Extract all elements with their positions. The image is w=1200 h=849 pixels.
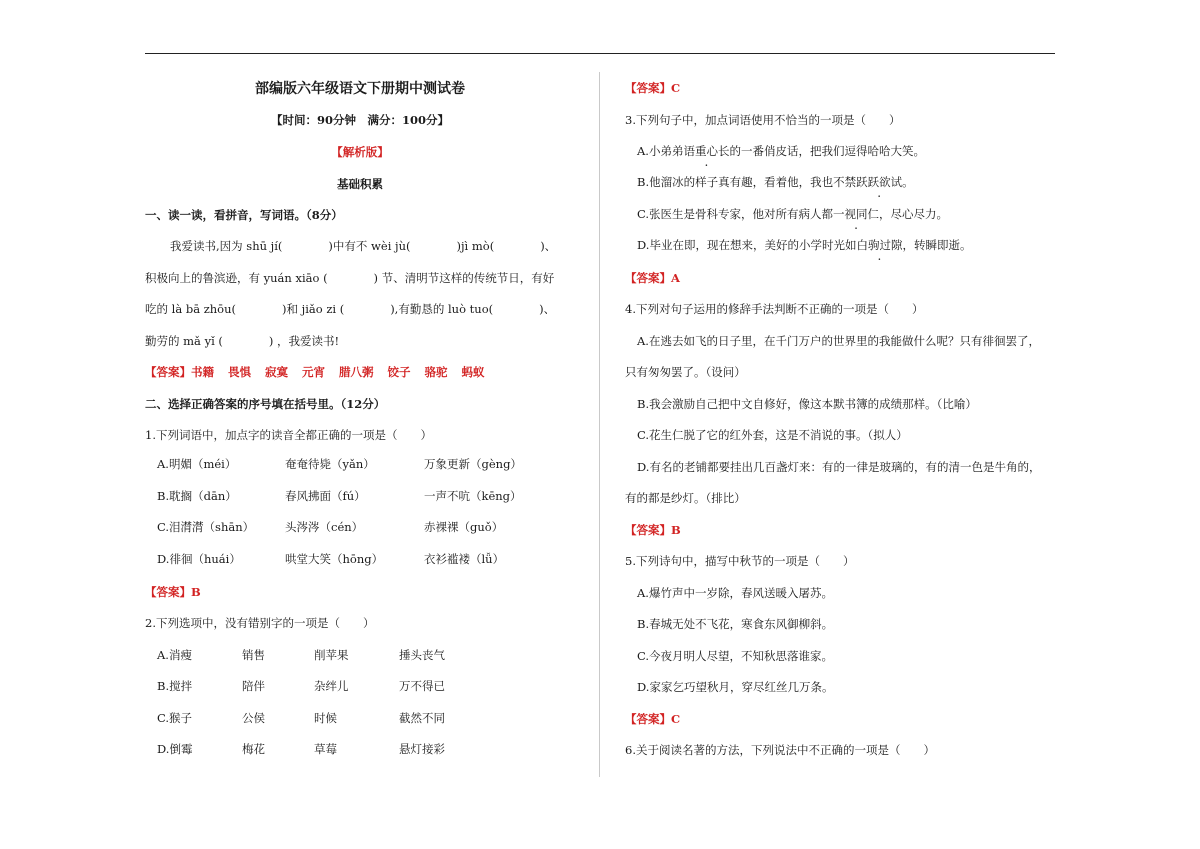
q2-2-answer: 【答案】C [625, 81, 681, 95]
q2-1-option: 一声不吭（kēng） [424, 489, 522, 503]
q3-option-d [637, 237, 971, 253]
q3-a-post: 的一番俏皮话，把我们逗得哈哈大笑。 [729, 144, 925, 158]
q2-2-option: 削苹果 [314, 648, 349, 662]
q4-question: 4.下列对句子运用的修辞手法判断不正确的一项是（ ） [625, 302, 924, 316]
q2-1-option: D.徘徊（huái） [157, 552, 241, 566]
q1-answer-label: 【答案】 [145, 365, 191, 379]
q2-1-option: 赤裸裸（guǒ） [424, 520, 504, 534]
q5-option-c: C.今夜月明人尽望，不知秋思落谁家。 [637, 649, 834, 663]
q5-question: 5.下列诗句中，描写中秋节的一项是（ ） [625, 554, 855, 568]
q3-b-post: 。 [902, 175, 914, 189]
q2-1-option: 头涔涔（cén） [285, 520, 364, 534]
q4-answer: 【答案】B [625, 523, 681, 537]
q2-2-option: C.猴子 [157, 711, 193, 725]
q2-2-option: D.倒霉 [157, 742, 193, 756]
q3-b-pre: B.他溜冰的样子真有趣，看着他，我也不禁 [637, 175, 857, 189]
q3-option-b [637, 174, 914, 190]
q1-line-3: 吃的 là bā zhōu( )和 jiǎo zi ( ),有勤恳的 luò tuo( )、 [145, 302, 556, 316]
q1-answer-word: 骆驼 [424, 365, 448, 379]
q5-option-b: B.春城无处不飞花，寒食东风御柳斜。 [637, 617, 834, 631]
q2-2-option: 时候 [314, 711, 337, 725]
q3-c-pre: C.张医生是骨科专家，他对所有病人都 [637, 207, 834, 221]
column-divider [599, 72, 600, 777]
q2-1-option: C.泪潸潸（shān） [157, 520, 255, 534]
q1-heading: 一、读一读，看拼音，写词语。（8分） [145, 208, 343, 222]
q6-question: 6.关于阅读名著的方法，下列说法中不正确的一项是（ ） [625, 743, 935, 757]
q4-option-c: C.花生仁脱了它的红外套，这是不消说的事。（拟人） [637, 428, 908, 442]
q2-1-question: 1.下列词语中，加点字的读音全都正确的一项是（ ） [145, 428, 432, 442]
q3-a-dotted: 语重心长 [683, 144, 730, 158]
q1-answer-word: 蚂蚁 [461, 365, 485, 379]
q3-c-dotted: 一视同仁 [833, 207, 880, 221]
time-info: 【时间：90分钟 满分：100分】 [270, 113, 449, 127]
q3-c-post: ，尽心尽力。 [879, 207, 949, 221]
page-title: 部编版六年级语文下册期中测试卷 [255, 81, 465, 97]
q2-2-option: 陪伴 [242, 679, 265, 693]
version-label: 【解析版】 [331, 145, 389, 159]
q3-d-post: ，转瞬即逝。 [902, 238, 972, 252]
q2-1-option: 哄堂大笑（hōng） [285, 552, 384, 566]
q2-2-option: 草莓 [314, 742, 337, 756]
q4-option-b: B.我会激励自己把中文自修好，像这本默书簿的成绩那样。（比喻） [637, 397, 977, 411]
q1-answer-word: 书籍 [191, 365, 214, 379]
q5-answer: 【答案】C [625, 712, 681, 726]
q2-1-option: 衣衫褴褛（lǚ） [424, 552, 505, 566]
q1-answer [145, 364, 485, 380]
q2-1-option: 春风拂面（fú） [285, 489, 366, 503]
q2-2-option: 梅花 [242, 742, 265, 756]
q2-2-option: 捶头丧气 [399, 648, 445, 662]
q4-option-a-line1: A.在逃去如飞的日子里，在千门万户的世界里的我能做什么呢？只有徘徊罢了， [637, 334, 1040, 348]
q2-2-option: 截然不同 [399, 711, 445, 725]
q3-answer: 【答案】A [625, 271, 680, 285]
q2-2-option: 杂绊儿 [314, 679, 349, 693]
q2-2-option: 万不得已 [399, 679, 445, 693]
q2-2-option: B.搅拌 [157, 679, 193, 693]
q3-a-pre: A.小弟弟 [637, 144, 684, 158]
q2-1-option: 奄奄待毙（yǎn） [285, 457, 375, 471]
q2-1-option: A.明媚（méi） [157, 457, 237, 471]
q5-option-d: D.家家乞巧望秋月，穿尽红丝几万条。 [637, 680, 834, 694]
q1-answer-word: 畏惧 [228, 365, 251, 379]
q2-2-question: 2.下列选项中，没有错别字的一项是（ ） [145, 616, 375, 630]
q2-2-option: 公侯 [242, 711, 265, 725]
q2-1-option: B.耽搁（dān） [157, 489, 237, 503]
q3-b-dotted: 跃跃欲试 [856, 175, 903, 189]
q1-line-1: 我爱读书,因为 shū jí( )中有不 wèi jù( )jì mò( )、 [170, 239, 557, 253]
q1-line-4: 勤劳的 mǎ yǐ ( ) ，我爱读书! [145, 334, 340, 348]
q5-option-a: A.爆竹声中一岁除，春风送暖入屠苏。 [637, 586, 833, 600]
q1-line-2: 积极向上的鲁滨逊，有 yuán xiāo ( ) 节、清明节这样的传统节日，有好 [145, 271, 555, 285]
q1-answer-word: 腊八粥 [339, 365, 374, 379]
q3-option-c [637, 206, 948, 222]
q2-1-option: 万象更新（gèng） [424, 457, 522, 471]
q4-option-d-line2: 有的都是纱灯。（排比） [625, 491, 746, 505]
q3-d-dotted: 白驹过隙 [856, 238, 903, 252]
q3-d-pre: D.毕业在即，现在想来，美好的小学时光如 [637, 238, 857, 252]
q2-1-answer: 【答案】B [145, 585, 201, 599]
section-heading: 基础积累 [337, 177, 383, 191]
q1-answer-word: 饺子 [387, 365, 411, 379]
q4-option-d-line1: D.有名的老铺都要挂出几百盏灯来：有的一律是玻璃的，有的清一色是牛角的， [637, 460, 1041, 474]
q3-option-a [637, 143, 925, 159]
q2-2-option: 销售 [242, 648, 265, 662]
q2-heading: 二、选择正确答案的序号填在括号里。（12分） [145, 397, 386, 411]
q1-answer-word: 元宵 [302, 365, 325, 379]
header-rule [145, 53, 1055, 54]
q3-question: 3.下列句子中，加点词语使用不恰当的一项是（ ） [625, 113, 901, 127]
q2-2-option: A.消瘦 [157, 648, 192, 662]
q4-option-a-line2: 只有匆匆罢了。（设问） [625, 365, 746, 379]
q2-2-option: 悬灯接彩 [399, 742, 445, 756]
q1-answer-word: 寂寞 [265, 365, 288, 379]
